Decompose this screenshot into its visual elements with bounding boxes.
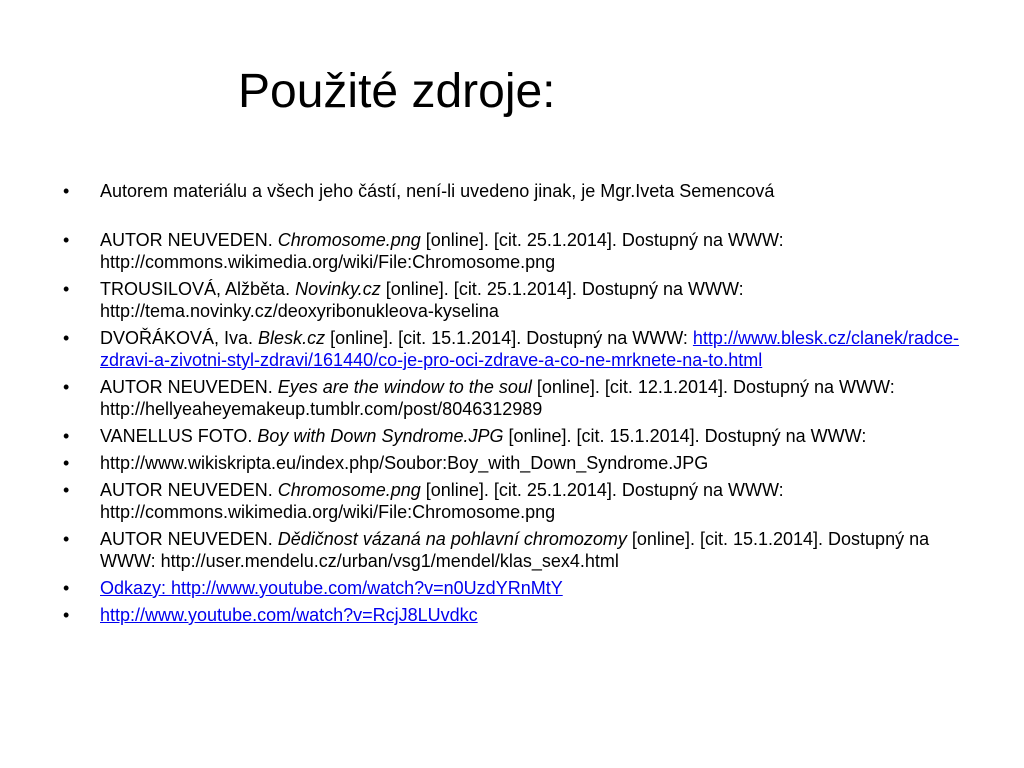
list-item [63,425,973,447]
item-title: Eyes are the window to the soul [277,377,532,397]
item-details: [online]. [cit. 25.1.2014]. Dostupný na WWW: http://commons.wikimedia.org/wiki/File:Chromosome.png [100,230,784,272]
item-author: AUTOR NEUVEDEN. [100,377,278,397]
item-title: Novinky.cz [295,279,381,299]
item-title: Chromosome.png [277,230,421,250]
list-item [63,577,973,599]
bullet-icon: • [63,529,70,549]
item-details: [online]. [cit. 15.1.2014]. Dostupný na WWW: http://user.mendelu.cz/urban/vsg1/mendel/klas_sex4.html [100,529,930,571]
list-item [63,327,973,371]
bullet-icon: • [63,578,70,598]
item-text: Autorem materiálu a všech jeho částí, není-li uvedeno jinak, je Mgr.Iveta Semencová [100,181,775,201]
item-details: [online]. [cit. 15.1.2014]. Dostupný na WWW: [503,426,867,446]
item-details: [online]. [cit. 25.1.2014]. Dostupný na WWW: http://tema.novinky.cz/deoxyribonukleova-kyselina [100,279,744,321]
item-details: [online]. [cit. 15.1.2014]. Dostupný na WWW: [325,328,693,348]
item-details: [online]. [cit. 25.1.2014]. Dostupný na WWW: http://commons.wikimedia.org/wiki/File:Chromosome.png [100,480,784,522]
youtube-link-1[interactable]: Odkazy: http://www.youtube.com/watch?v=n0UzdYRnMtY [100,578,563,598]
item-title: Dědičnost vázaná na pohlavní chromozomy [277,529,627,549]
list-item [63,278,973,322]
bullet-icon: • [63,279,70,299]
list-item [63,479,973,523]
item-title: Blesk.cz [258,328,326,348]
source-link[interactable]: http://www.blesk.cz/clanek/radce-zdravi-a-zivotni-styl-zdravi/161440/co-je-pro-oci-zdrave-a-co-ne-mrknete-na-to.html [100,328,960,370]
item-author: AUTOR NEUVEDEN. [100,529,278,549]
item-author: TROUSILOVÁ, Alžběta. [100,279,296,299]
bullet-icon: • [63,426,70,446]
bullet-icon: • [63,453,70,473]
item-details: [online]. [cit. 12.1.2014]. Dostupný na WWW: http://hellyeaheyemakeup.tumblr.com/post/8046312989 [100,377,895,419]
item-text: http://www.wikiskripta.eu/index.php/Soubor:Boy_with_Down_Syndrome.JPG [100,453,709,473]
bullet-icon: • [63,377,70,397]
bullet-icon: • [63,328,70,348]
list-item [63,180,973,202]
bullet-icon: • [63,230,70,250]
sources-list [63,180,973,631]
list-item [63,528,973,572]
list-item [63,229,973,273]
list-item [63,604,973,626]
item-author: DVOŘÁKOVÁ, Iva. [100,328,259,348]
slide-title: Použité zdroje: [238,65,556,118]
bullet-icon: • [63,181,70,201]
item-title: Chromosome.png [277,480,421,500]
item-author: AUTOR NEUVEDEN. [100,230,278,250]
item-author: VANELLUS FOTO. [100,426,258,446]
list-item [63,376,973,420]
youtube-link-2[interactable]: http://www.youtube.com/watch?v=RcjJ8LUvdkc [100,605,478,625]
item-author: AUTOR NEUVEDEN. [100,480,278,500]
bullet-icon: • [63,605,70,625]
list-item [63,452,973,474]
item-title: Boy with Down Syndrome.JPG [257,426,504,446]
bullet-icon: • [63,480,70,500]
